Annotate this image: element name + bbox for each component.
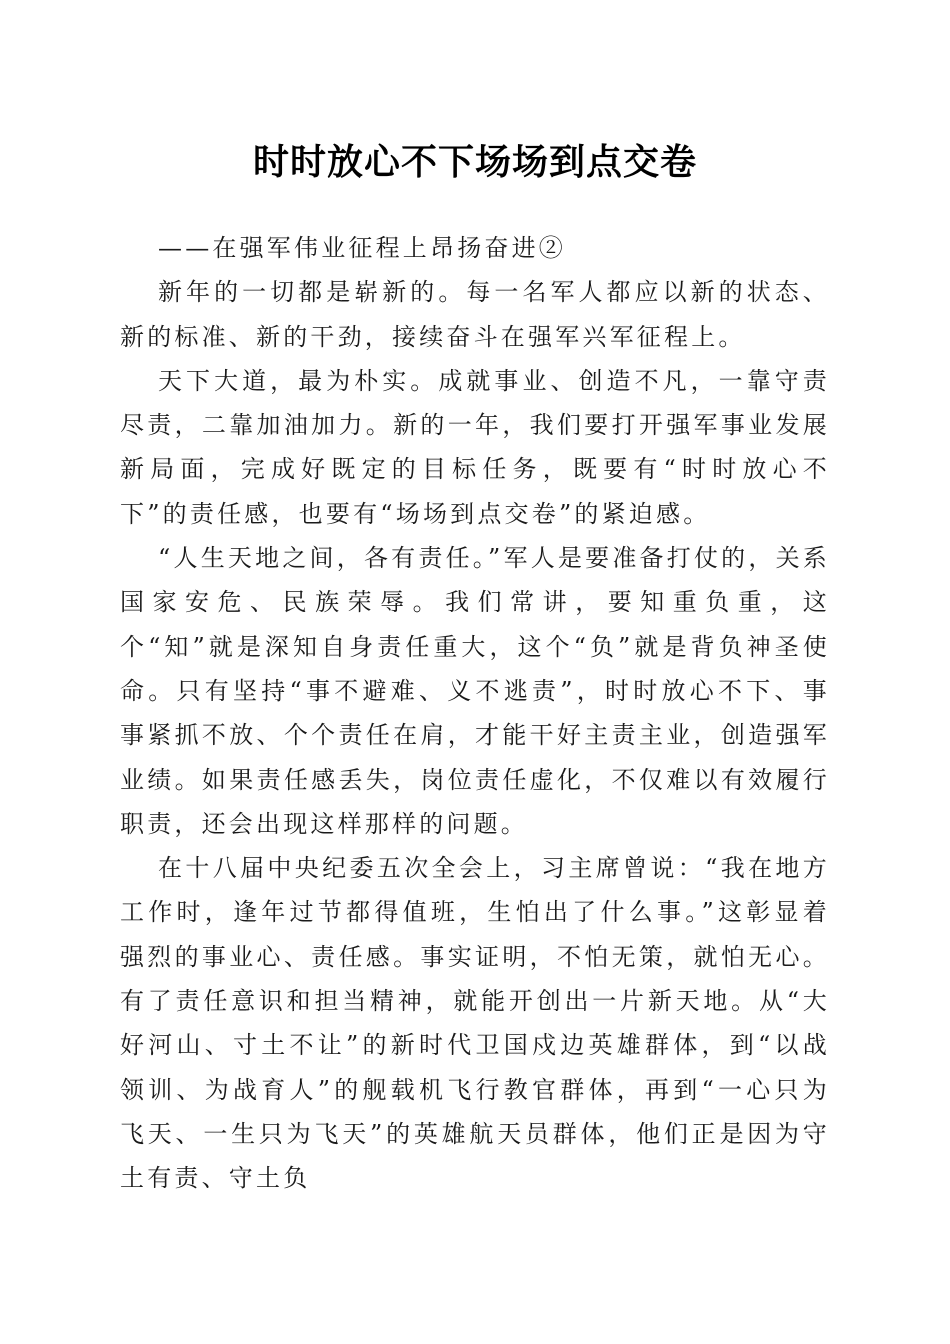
document-title: 时时放心不下场场到点交卷	[252, 141, 697, 183]
document-subtitle: ——在强军伟业征程上昂扬奋进②	[158, 234, 566, 262]
paragraph: “人生天地之间，各有责任。”军人是要准备打仗的，关系国家安危、民族荣辱。我们常讲，要知重负重，这个“知”就是深知自身责任重大，这个“负”就是背负神圣使命。只有坚持“事不避难、义不逃责”，时时放心不下、事事紧抓不放、个个责任在肩，才能干好主责主业，创造强军业绩。如果责任感丢失，岗位责任虚化，不仅难以有效履行职责，还会出现这样那样的问题。	[120, 544, 830, 838]
paragraph: 天下大道，最为朴实。成就事业、创造不凡，一靠守责尽责，二靠加油加力。新的一年，我们要打开强军事业发展新局面，完成好既定的目标任务，既要有“时时放心不下”的责任感，也要有“场场到点交卷”的紧迫感。	[120, 366, 830, 528]
document-body	[120, 226, 830, 1201]
paragraph: 新年的一切都是崭新的。每一名军人都应以新的状态、新的标准、新的干劲，接续奋斗在强军兴军征程上。	[120, 278, 830, 351]
paragraph: 在十八届中央纪委五次全会上，习主席曾说：“我在地方工作时，逢年过节都得值班，生怕出了什么事。”这彰显着强烈的事业心、责任感。事实证明，不怕无策，就怕无心。有了责任意识和担当精神，就能开创出一片新天地。从“大好河山、寸土不让”的新时代卫国戍边英雄群体，到“以战领训、为战育人”的舰载机飞行教官群体，再到“一心只为飞天、一生只为飞天”的英雄航天员群体，他们正是因为守土有责、守土负	[120, 854, 830, 1193]
